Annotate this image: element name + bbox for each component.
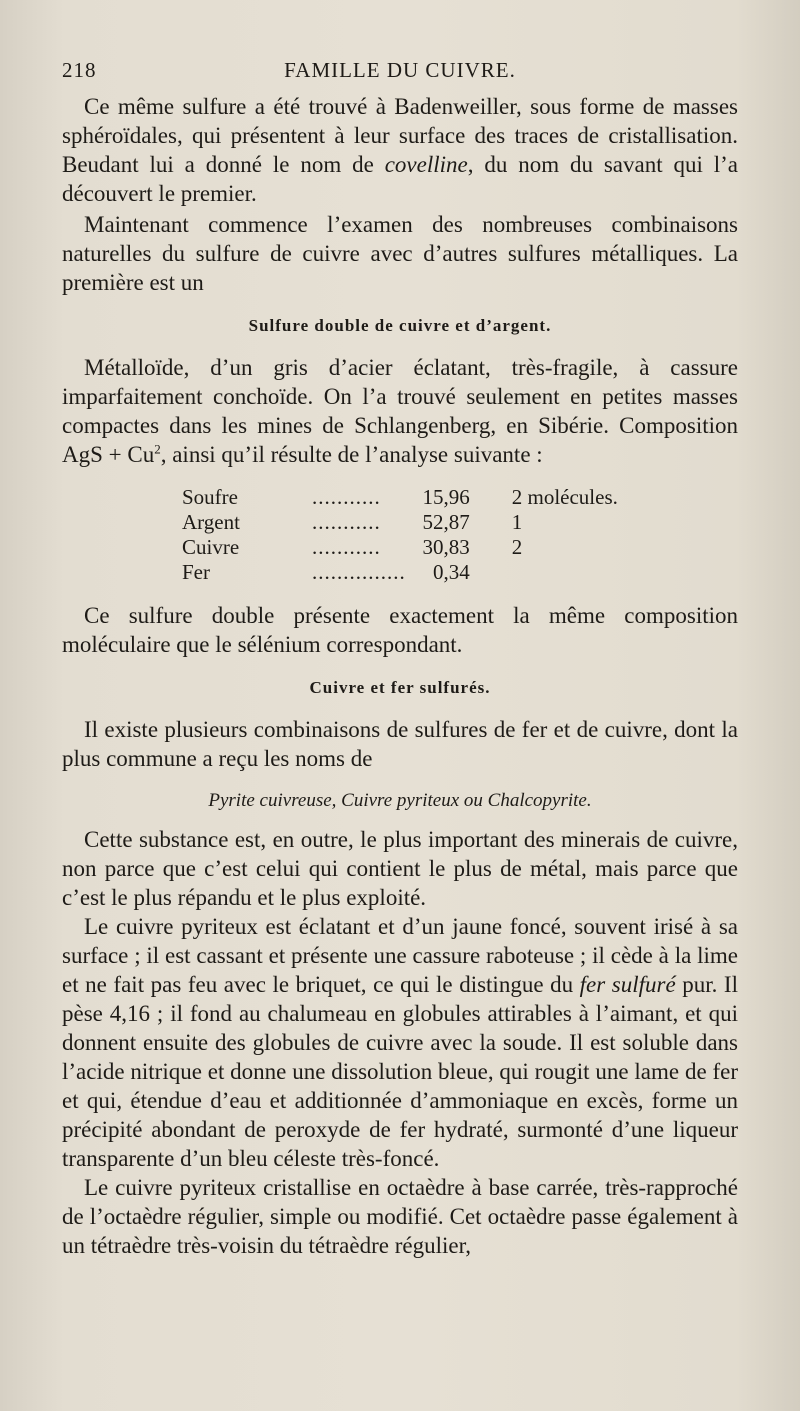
- section-heading-copper-iron: Cuivre et fer sulfurés.: [309, 678, 491, 697]
- analysis-row: [182, 510, 618, 535]
- paragraph-metalloid: [62, 353, 738, 469]
- element-name: Cuivre: [182, 535, 240, 559]
- paragraph-combinations-iron: Il existe plusieurs combinaisons de sulfures de fer et de cuivre, dont la plus commune a reçu les noms de: [62, 717, 738, 771]
- element-name: Argent: [182, 510, 240, 534]
- running-title: FAMILLE DU CUIVRE.: [284, 58, 516, 82]
- running-header: [62, 58, 738, 88]
- page-number: 218: [62, 58, 97, 82]
- leader-dots: ...........: [312, 485, 381, 509]
- paragraph-properties: [62, 912, 738, 1173]
- leader-dots: ...............: [312, 560, 406, 584]
- text-column: [62, 92, 738, 1260]
- paragraph-text: Métalloïde, d’un gris d’acier éclatant, très-fragile, à cassure imparfaitement conchoïde. On l’a trouvé seulement en petites masses compactes dans les mines de Schlangenberg, en Sibérie. Composition AgS + Cu: [62, 355, 738, 467]
- leader-dots: ...........: [312, 535, 381, 559]
- paragraph-text: Ce même sulfure a été trouvé à Badenweiller, sous forme de masses sphéroïdales, qui présentent à leur surface des traces de cristallisation. Beudant lui a donné le nom de: [62, 94, 738, 177]
- percentage-value: 52,87: [422, 510, 470, 534]
- paragraph-text: Le cuivre pyriteux est éclatant et d’un jaune foncé, souvent irisé à sa surface ; il est cassant et présente une cassure raboteuse ; il cède à la lime et ne fait pas feu avec le briquet, ce qui le distingue du: [62, 914, 738, 997]
- molecule-count: [470, 560, 618, 585]
- paragraph-crystallization: Le cuivre pyriteux cristallise en octaèdre à base carrée, très-rapproché de l’octaèdre régulier, simple ou modifié. Cet octaèdre passe également à un tétraèdre très-voisin du tétraèdre régulier,: [62, 1175, 738, 1258]
- paragraph-double-sulfide: Ce sulfure double présente exactement la même composition moléculaire que le sélénium correspondant.: [62, 603, 738, 657]
- paragraph-covelline: [62, 92, 738, 208]
- section-heading-copper-silver: Sulfure double de cuivre et d’argent.: [248, 316, 552, 335]
- percentage-value: 15,96: [422, 485, 470, 509]
- subheading-chalcopyrite: Pyrite cuivreuse, Cuivre pyriteux ou Chalcopyrite.: [208, 790, 592, 811]
- term-fer-sulfure: fer sulfuré: [579, 972, 676, 997]
- paragraph-combinations: Maintenant commence l’examen des nombreuses combinaisons naturelles du sulfure de cuivre avec d’autres sulfures métalliques. La première est un: [62, 212, 738, 295]
- percentage-value: 30,83: [422, 535, 470, 559]
- percentage-value: 0,34: [433, 560, 470, 584]
- molecule-count: 1: [511, 510, 523, 534]
- element-name: Soufre: [182, 485, 238, 509]
- analysis-row: [182, 535, 618, 560]
- formula-superscript: 2: [154, 441, 161, 457]
- analysis-row: [182, 485, 618, 510]
- element-name: Fer: [182, 560, 210, 584]
- analysis-table: [182, 485, 618, 585]
- paragraph-substance: Cette substance est, en outre, le plus important des minerais de cuivre, non parce que c’est celui qui contient le plus de métal, mais parce que c’est le plus répandu et le plus exploité.: [62, 827, 738, 910]
- molecule-count: 2 molécules.: [511, 485, 618, 509]
- paragraph-text: pur. Il pèse 4,16 ; il fond au chalumeau en globules attirables à l’aimant, et qui donnent ensuite des globules de cuivre avec la soude. Il est soluble dans l’acide nitrique et donne une dissolution bleue, qui rougit une lame de fer et qui, étendue d’eau et additionnée d’ammoniaque en excès, forme un précipité abondant de peroxyde de fer hydraté, surmonté d’une liqueur transparente d’un bleu céleste très-foncé.: [62, 972, 738, 1171]
- term-covelline: covelline: [384, 152, 468, 177]
- molecule-count: 2: [511, 535, 523, 559]
- leader-dots: ...........: [312, 510, 381, 534]
- analysis-row: [182, 560, 618, 585]
- paragraph-text: , du nom du savant qui l’a découvert le premier.: [62, 152, 739, 206]
- paragraph-text: , ainsi qu’il résulte de l’analyse suivante :: [160, 442, 543, 467]
